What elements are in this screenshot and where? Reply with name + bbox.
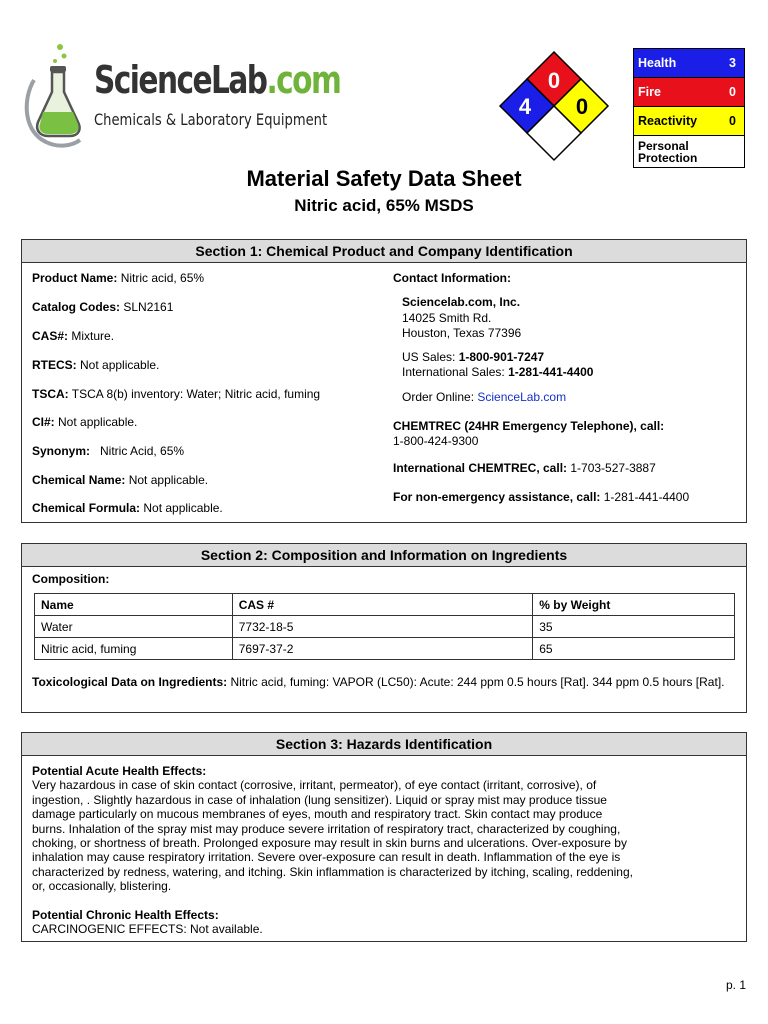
column-header-cas: CAS # bbox=[232, 594, 533, 616]
chemical-formula-field: Chemical Formula: Not applicable. bbox=[32, 501, 223, 515]
nfpa-fire-value: 0 bbox=[547, 68, 561, 93]
hmis-personal-protection-row bbox=[634, 136, 744, 167]
table-row bbox=[35, 638, 735, 660]
table-header-row bbox=[35, 594, 735, 616]
hmis-health-label: Health bbox=[638, 56, 677, 70]
nfpa-diamond bbox=[498, 50, 610, 162]
company-address-line2: Houston, Texas 77396 bbox=[402, 326, 522, 340]
column-header-weight: % by Weight bbox=[533, 594, 735, 616]
section-2-header: Section 2: Composition and Information on Ingredients bbox=[22, 544, 746, 567]
hmis-rating-table bbox=[633, 48, 745, 168]
hmis-health-row bbox=[634, 49, 744, 78]
company-name: Sciencelab.com, Inc. bbox=[402, 295, 521, 309]
ci-field: CI#: Not applicable. bbox=[32, 415, 138, 429]
sciencelab-logo bbox=[20, 40, 341, 150]
section-2-composition bbox=[21, 543, 747, 713]
acute-health-effects-label: Potential Acute Health Effects: bbox=[32, 764, 207, 778]
section-1-identification bbox=[21, 239, 747, 523]
rtecs-field: RTECS: Not applicable. bbox=[32, 358, 160, 372]
international-chemtrec-field: International CHEMTREC, call: 1-703-527-3887 bbox=[393, 461, 656, 475]
catalog-codes-field: Catalog Codes: SLN2161 bbox=[32, 300, 174, 314]
cas-field: CAS#: Mixture. bbox=[32, 329, 115, 343]
table-cell: 35 bbox=[533, 616, 735, 638]
non-emergency-field: For non-emergency assistance, call: 1-281-441-4400 bbox=[393, 490, 690, 504]
tsca-field: TSCA: TSCA 8(b) inventory: Water; Nitric acid, fuming bbox=[32, 387, 321, 401]
section-3-hazards bbox=[21, 732, 747, 942]
toxicological-data-paragraph: Toxicological Data on Ingredients: Nitric acid, fuming: VAPOR (LC50): Acute: 244 ppm 0.5 hours [Rat]. 344 ppm 0.5 hours [Rat]. bbox=[32, 675, 725, 689]
table-cell: Nitric acid, fuming bbox=[35, 638, 233, 660]
nfpa-health-value: 4 bbox=[518, 94, 532, 119]
table-row bbox=[35, 616, 735, 638]
hmis-reactivity-row bbox=[634, 107, 744, 136]
hmis-ppe-line1: Personal bbox=[638, 138, 689, 153]
table-cell: 65 bbox=[533, 638, 735, 660]
us-sales-field: US Sales: 1-800-901-7247 bbox=[402, 350, 545, 364]
chronic-health-effects: Potential Chronic Health Effects: CARCINOGENIC EFFECTS: Not available. bbox=[32, 908, 263, 937]
document-title: Material Safety Data Sheet bbox=[246, 166, 522, 191]
flask-icon bbox=[20, 40, 100, 150]
column-header-name: Name bbox=[35, 594, 233, 616]
company-address-line1: 14025 Smith Rd. bbox=[402, 311, 492, 325]
international-sales-field: International Sales: 1-281-441-4400 bbox=[402, 365, 594, 379]
order-online-field: Order Online: ScienceLab.com bbox=[402, 390, 567, 404]
sciencelab-link[interactable]: ScienceLab.com bbox=[477, 390, 567, 404]
hmis-reactivity-label: Reactivity bbox=[638, 114, 698, 128]
hmis-ppe-line2: Protection bbox=[638, 150, 698, 165]
composition-label: Composition: bbox=[32, 572, 110, 586]
hmis-fire-row bbox=[634, 78, 744, 107]
acute-health-effects: Potential Acute Health Effects: Very hazardous in case of skin contact (corrosive, irritant, permeator), of eye contact (irritant, corrosive), of ingestion, . Slightly hazardous in case of inhalation (lung sensitizer). Liquid or spray mist may produce tissue damage particularly on mucous membranes of eyes, mouth and respiratory tract. Skin contact may produce burns. Inhalation of the spray mist may produce severe irritation of respiratory tract, characterized by coughing, choking, or shortness of breath. Prolonged exposure may result in skin burns and ulcerations. Over-exposure by inhalation may cause respiratory irritation. Severe over-exposure can result in death. Inflammation of the eye is characterized by redness, watering, and itching. Skin inflammation is characterized by itching, scaling, reddening, or, occasionally, blistering. bbox=[32, 764, 633, 894]
page-number: p. 1 bbox=[725, 978, 746, 992]
hmis-health-value: 3 bbox=[729, 56, 736, 70]
hmis-fire-value: 0 bbox=[729, 85, 736, 99]
hmis-reactivity-value: 0 bbox=[729, 114, 736, 128]
section-1-header: Section 1: Chemical Product and Company Identification bbox=[22, 240, 746, 263]
contact-information-label: Contact Information: bbox=[393, 271, 511, 285]
section-3-header: Section 3: Hazards Identification bbox=[22, 733, 746, 756]
table-cell: Water bbox=[35, 616, 233, 638]
chemical-name-field: Chemical Name: Not applicable. bbox=[32, 473, 209, 487]
chronic-health-effects-label: Potential Chronic Health Effects: bbox=[32, 908, 219, 922]
hmis-fire-label: Fire bbox=[638, 85, 661, 99]
chemtrec-label: CHEMTREC (24HR Emergency Telephone), call: bbox=[393, 419, 665, 433]
composition-table bbox=[34, 593, 735, 660]
document-subtitle: Nitric acid, 65% MSDS bbox=[294, 196, 474, 215]
synonym-field: Synonym: Nitric Acid, 65% bbox=[32, 444, 185, 458]
logo-wordmark: ScienceLab.com bbox=[94, 58, 341, 102]
table-cell: 7732-18-5 bbox=[232, 616, 533, 638]
nfpa-reactivity-value: 0 bbox=[575, 94, 589, 119]
chemtrec-phone: 1-800-424-9300 bbox=[393, 434, 479, 448]
product-name-field: Product Name: Nitric acid, 65% bbox=[32, 271, 205, 285]
table-cell: 7697-37-2 bbox=[232, 638, 533, 660]
logo-tagline: Chemicals & Laboratory Equipment bbox=[94, 110, 328, 129]
